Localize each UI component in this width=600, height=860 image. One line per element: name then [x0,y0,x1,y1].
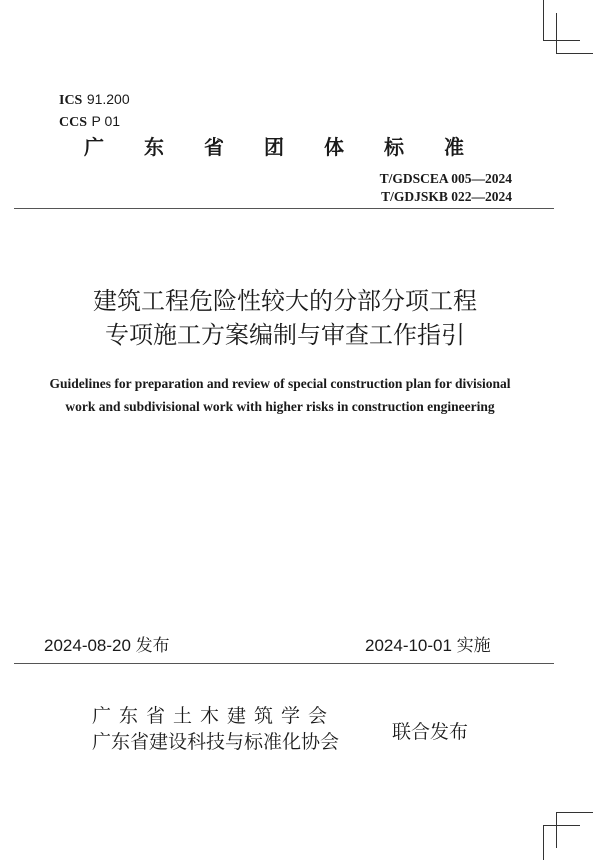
heading-char: 标 [384,135,404,159]
classification-codes [59,89,130,133]
title-chinese [0,284,570,352]
heading-char: 省 [204,135,224,159]
title-en-line: work and subdivisional work with higher risks in construction engineering [65,399,495,414]
implementation-date: 2024-10-01 实施 [365,636,491,655]
ics-label: ICS [59,93,83,108]
standard-type-heading [84,131,464,160]
issuer-org: 广东省建设科技与标准化协会 [92,731,340,753]
heading-char: 东 [144,135,164,159]
heading-char: 准 [444,135,464,159]
bottom-divider [14,663,554,664]
crop-mark-bottom-right [556,812,593,813]
ics-code [59,89,130,111]
crop-mark-top-right [543,40,580,41]
joint-release-label: 联合发布 [392,721,469,743]
crop-mark-top-right [543,0,544,40]
heading-char: 体 [324,135,344,159]
top-divider [14,208,554,209]
heading-char: 团 [264,135,284,159]
ics-value: 91.200 [86,91,130,107]
standard-number: T/GDSCEA 005—2024 [379,171,512,186]
heading-char: 广 [84,135,104,159]
title-cn-line: 建筑工程危险性较大的分部分项工程 [93,287,477,315]
standard-number: T/GDJSKB 022—2024 [381,189,512,204]
ccs-code [59,111,130,133]
crop-mark-bottom-right [556,812,557,848]
title-english [0,372,560,418]
issuing-organizations [92,703,339,755]
standard-numbers [380,170,512,206]
title-cn-line: 专项施工方案编制与审查工作指引 [105,321,465,349]
ccs-value: P 01 [91,113,121,129]
issuer-org: 广东省土木建筑学会 [92,705,336,727]
title-en-line: Guidelines for preparation and review of special construction plan for divisional [49,376,511,391]
ccs-label: CCS [59,115,88,130]
crop-mark-bottom-right [543,825,544,860]
crop-mark-top-right [556,53,593,54]
crop-mark-bottom-right [543,825,580,826]
issue-date: 2024-08-20 发布 [44,636,170,655]
crop-mark-top-right [556,13,557,53]
